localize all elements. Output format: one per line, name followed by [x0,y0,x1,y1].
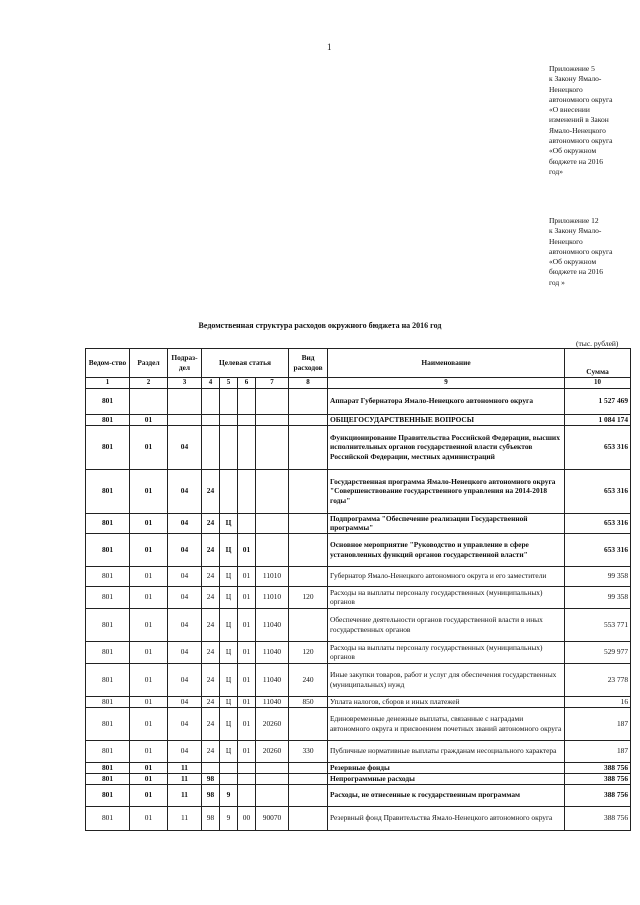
header-expense-type: Вид расходов [289,349,328,378]
cell-subprogram: Ц [220,608,238,641]
table-row [86,707,631,740]
cell-name: Резервные фонды [328,762,565,773]
cell-subsection: 04 [168,641,202,663]
cell-subsection: 04 [168,740,202,762]
cell-expense-type [289,784,328,806]
cell-program: 24 [202,586,220,608]
cell-name: Расходы на выплаты персоналу государственных (муниципальных) органов [328,586,565,608]
column-number: 3 [168,378,202,389]
cell-amount: 653 316 [565,513,631,533]
column-number: 2 [130,378,168,389]
cell-activity: 01 [238,707,256,740]
cell-section: 01 [130,773,168,784]
cell-section: 01 [130,586,168,608]
cell-amount: 653 316 [565,533,631,566]
note-line: к Закону Ямало- [549,74,602,84]
cell-program [202,414,220,425]
cell-activity: 01 [238,533,256,566]
cell-subprogram: Ц [220,566,238,586]
cell-expense-type [289,425,328,469]
cell-section: 01 [130,469,168,513]
cell-direction [256,425,289,469]
cell-subprogram: Ц [220,641,238,663]
cell-subsection: 04 [168,533,202,566]
cell-amount: 553 771 [565,608,631,641]
column-number: 5 [220,378,238,389]
cell-section: 01 [130,513,168,533]
cell-section: 01 [130,740,168,762]
cell-direction: 20260 [256,707,289,740]
cell-direction: 11010 [256,586,289,608]
cell-direction [256,533,289,566]
cell-dept: 801 [86,663,130,696]
cell-name: Губернатор Ямало-Ненецкого автономного округа и его заместители [328,566,565,586]
cell-expense-type [289,469,328,513]
cell-program: 24 [202,533,220,566]
note-line: автономного округа [549,246,613,256]
cell-direction [256,513,289,533]
cell-section: 01 [130,696,168,707]
cell-subprogram: Ц [220,513,238,533]
cell-subprogram: Ц [220,696,238,707]
cell-name: Единовременные денежные выплаты, связанные с наградами автономного округа и присвоением почетных званий автономного округа [328,707,565,740]
note-line: «Об окружном [549,146,597,156]
cell-expense-type [289,707,328,740]
cell-expense-type: 240 [289,663,328,696]
table-row [86,469,631,513]
cell-section: 01 [130,566,168,586]
note-line: бюджете на 2016 [549,267,603,277]
cell-amount: 388 756 [565,806,631,830]
column-number: 8 [289,378,328,389]
cell-activity [238,784,256,806]
appendix-5-note [549,64,637,177]
cell-section: 01 [130,425,168,469]
cell-name: Подпрограмма "Обеспечение реализации Государственной программы" [328,513,565,533]
note-line: Приложение 12 [549,216,599,225]
cell-subprogram: Ц [220,707,238,740]
cell-amount: 388 756 [565,784,631,806]
cell-name: Непрограммные расходы [328,773,565,784]
cell-dept: 801 [86,762,130,773]
cell-subsection: 04 [168,696,202,707]
table-row [86,586,631,608]
cell-activity [238,388,256,414]
cell-dept: 801 [86,773,130,784]
cell-dept: 801 [86,469,130,513]
cell-amount: 1 084 174 [565,414,631,425]
cell-activity: 01 [238,586,256,608]
cell-amount: 529 977 [565,641,631,663]
cell-subsection [168,414,202,425]
table-row [86,663,631,696]
cell-section: 01 [130,608,168,641]
column-number-row [86,378,631,389]
note-line: «Об окружном [549,257,597,267]
cell-direction [256,784,289,806]
cell-direction: 90070 [256,806,289,830]
cell-direction [256,762,289,773]
cell-program [202,762,220,773]
cell-dept: 801 [86,533,130,566]
table-row [86,773,631,784]
cell-amount: 99 358 [565,586,631,608]
cell-activity [238,773,256,784]
cell-direction [256,414,289,425]
cell-program: 98 [202,784,220,806]
table-row [86,608,631,641]
cell-direction [256,773,289,784]
cell-section: 01 [130,533,168,566]
cell-amount: 653 316 [565,425,631,469]
note-line: Ненецкого [549,236,583,246]
cell-direction: 11040 [256,696,289,707]
note-line: изменений в Закон [549,115,609,125]
cell-direction: 11010 [256,566,289,586]
cell-expense-type [289,762,328,773]
cell-activity [238,414,256,425]
cell-dept: 801 [86,566,130,586]
cell-subsection: 04 [168,469,202,513]
cell-program: 24 [202,608,220,641]
cell-dept: 801 [86,707,130,740]
note-line: год» [549,166,563,176]
header-name: Наименование [328,349,565,378]
cell-direction: 11040 [256,641,289,663]
cell-name: Резервный фонд Правительства Ямало-Ненецкого автономного округа [328,806,565,830]
cell-activity [238,469,256,513]
cell-program: 24 [202,513,220,533]
cell-amount: 653 316 [565,469,631,513]
cell-subsection: 04 [168,513,202,533]
cell-activity [238,762,256,773]
note-line: автономного округа [549,136,613,146]
cell-program: 24 [202,696,220,707]
cell-subsection: 04 [168,586,202,608]
cell-direction: 11040 [256,663,289,696]
note-line: бюджете на 2016 [549,156,603,166]
table-body [86,388,631,830]
cell-section: 01 [130,806,168,830]
cell-subsection: 11 [168,773,202,784]
cell-expense-type [289,388,328,414]
column-number: 7 [256,378,289,389]
cell-program: 24 [202,641,220,663]
cell-name: Государственная программа Ямало-Ненецкого автономного округа "Совершенствование государственного управления на 2014-2018 годы" [328,469,565,513]
cell-subsection: 04 [168,608,202,641]
cell-expense-type [289,566,328,586]
table-row [86,806,631,830]
budget-table [85,348,631,831]
cell-subsection: 11 [168,762,202,773]
cell-subsection: 11 [168,806,202,830]
cell-program: 24 [202,469,220,513]
cell-subsection: 04 [168,425,202,469]
table-row [86,388,631,414]
cell-program: 24 [202,566,220,586]
cell-name: Расходы, не отнесенные к государственным программам [328,784,565,806]
cell-activity: 00 [238,806,256,830]
cell-expense-type [289,608,328,641]
cell-name: Функционирование Правительства Российской Федерации, высших исполнительных органов государственной власти субъектов Российской Федерации, местных администраций [328,425,565,469]
cell-amount: 388 756 [565,773,631,784]
cell-activity: 01 [238,566,256,586]
cell-subsection: 04 [168,707,202,740]
column-number: 6 [238,378,256,389]
cell-expense-type [289,414,328,425]
note-line: «О внесении [549,105,590,115]
units-label: (тыс. рублей) [576,339,619,348]
cell-expense-type: 120 [289,641,328,663]
cell-activity [238,513,256,533]
cell-amount: 187 [565,740,631,762]
cell-section: 01 [130,663,168,696]
cell-dept: 801 [86,513,130,533]
cell-subprogram [220,414,238,425]
table-row [86,641,631,663]
table-row [86,762,631,773]
cell-section: 01 [130,414,168,425]
table-row [86,513,631,533]
cell-subsection [168,388,202,414]
cell-amount: 16 [565,696,631,707]
cell-subprogram: 9 [220,806,238,830]
cell-program: 98 [202,773,220,784]
cell-activity: 01 [238,641,256,663]
cell-dept: 801 [86,425,130,469]
cell-name: ОБЩЕГОСУДАРСТВЕННЫЕ ВОПРОСЫ [328,414,565,425]
cell-activity [238,425,256,469]
table-row [86,414,631,425]
cell-program: 24 [202,740,220,762]
cell-dept: 801 [86,414,130,425]
note-line: автономного округа [549,94,613,104]
cell-subprogram: Ц [220,740,238,762]
cell-dept: 801 [86,784,130,806]
cell-section: 01 [130,641,168,663]
document-title: Ведомственная структура расходов окружного бюджета на 2016 год [198,321,442,330]
cell-program [202,425,220,469]
cell-amount: 23 778 [565,663,631,696]
table-row [86,425,631,469]
header-amount: Сумма [565,349,631,378]
cell-section: 01 [130,784,168,806]
note-line: Ненецкого [549,84,583,94]
cell-subsection: 04 [168,566,202,586]
cell-amount: 1 527 469 [565,388,631,414]
table-row [86,784,631,806]
table-row [86,566,631,586]
cell-amount: 187 [565,707,631,740]
cell-subprogram: Ц [220,533,238,566]
header-subsection: Подраз-дел [168,349,202,378]
cell-program: 24 [202,707,220,740]
cell-expense-type [289,533,328,566]
appendix-12-note [549,216,637,288]
cell-dept: 801 [86,388,130,414]
cell-subprogram [220,762,238,773]
note-line: Ямало-Ненецкого [549,125,606,135]
table-row [86,740,631,762]
cell-expense-type [289,773,328,784]
cell-amount: 388 756 [565,762,631,773]
cell-activity: 01 [238,696,256,707]
cell-program: 24 [202,663,220,696]
cell-expense-type: 120 [289,586,328,608]
column-number: 1 [86,378,130,389]
cell-dept: 801 [86,586,130,608]
header-target-article: Целевая статья [202,349,289,378]
header-section: Раздел [130,349,168,378]
cell-direction: 20260 [256,740,289,762]
cell-dept: 801 [86,696,130,707]
cell-subsection: 04 [168,663,202,696]
cell-name: Основное мероприятие "Руководство и управление в сфере установленных функций органов государственной власти" [328,533,565,566]
cell-activity: 01 [238,608,256,641]
cell-direction [256,388,289,414]
cell-section [130,388,168,414]
cell-direction [256,469,289,513]
cell-dept: 801 [86,740,130,762]
note-line: год » [549,277,565,287]
cell-section: 01 [130,762,168,773]
column-number: 4 [202,378,220,389]
cell-name: Аппарат Губернатора Ямало-Ненецкого автономного округа [328,388,565,414]
cell-expense-type: 850 [289,696,328,707]
cell-dept: 801 [86,608,130,641]
cell-name: Публичные нормативные выплаты гражданам несоциального характера [328,740,565,762]
cell-subprogram: Ц [220,586,238,608]
cell-subprogram [220,469,238,513]
header-dept: Ведом-ство [86,349,130,378]
cell-subprogram [220,773,238,784]
cell-name: Иные закупки товаров, работ и услуг для обеспечения государственных (муниципальных) нужд [328,663,565,696]
cell-dept: 801 [86,641,130,663]
table-row [86,696,631,707]
page-number: 1 [327,42,332,52]
cell-dept: 801 [86,806,130,830]
cell-expense-type [289,513,328,533]
cell-expense-type [289,806,328,830]
cell-subprogram: Ц [220,663,238,696]
table-row [86,533,631,566]
column-number: 10 [565,378,631,389]
cell-name: Уплата налогов, сборов и иных платежей [328,696,565,707]
cell-subprogram [220,388,238,414]
cell-expense-type: 330 [289,740,328,762]
cell-name: Расходы на выплаты персоналу государственных (муниципальных) органов [328,641,565,663]
cell-activity: 01 [238,663,256,696]
cell-name: Обеспечение деятельности органов государственной власти в иных государственных органов [328,608,565,641]
cell-activity: 01 [238,740,256,762]
cell-amount: 99 358 [565,566,631,586]
cell-subprogram [220,425,238,469]
cell-section: 01 [130,707,168,740]
cell-program: 98 [202,806,220,830]
note-line: к Закону Ямало- [549,226,602,236]
column-number: 9 [328,378,565,389]
cell-subsection: 11 [168,784,202,806]
note-line: Приложение 5 [549,64,595,73]
cell-subprogram: 9 [220,784,238,806]
cell-program [202,388,220,414]
cell-direction: 11040 [256,608,289,641]
